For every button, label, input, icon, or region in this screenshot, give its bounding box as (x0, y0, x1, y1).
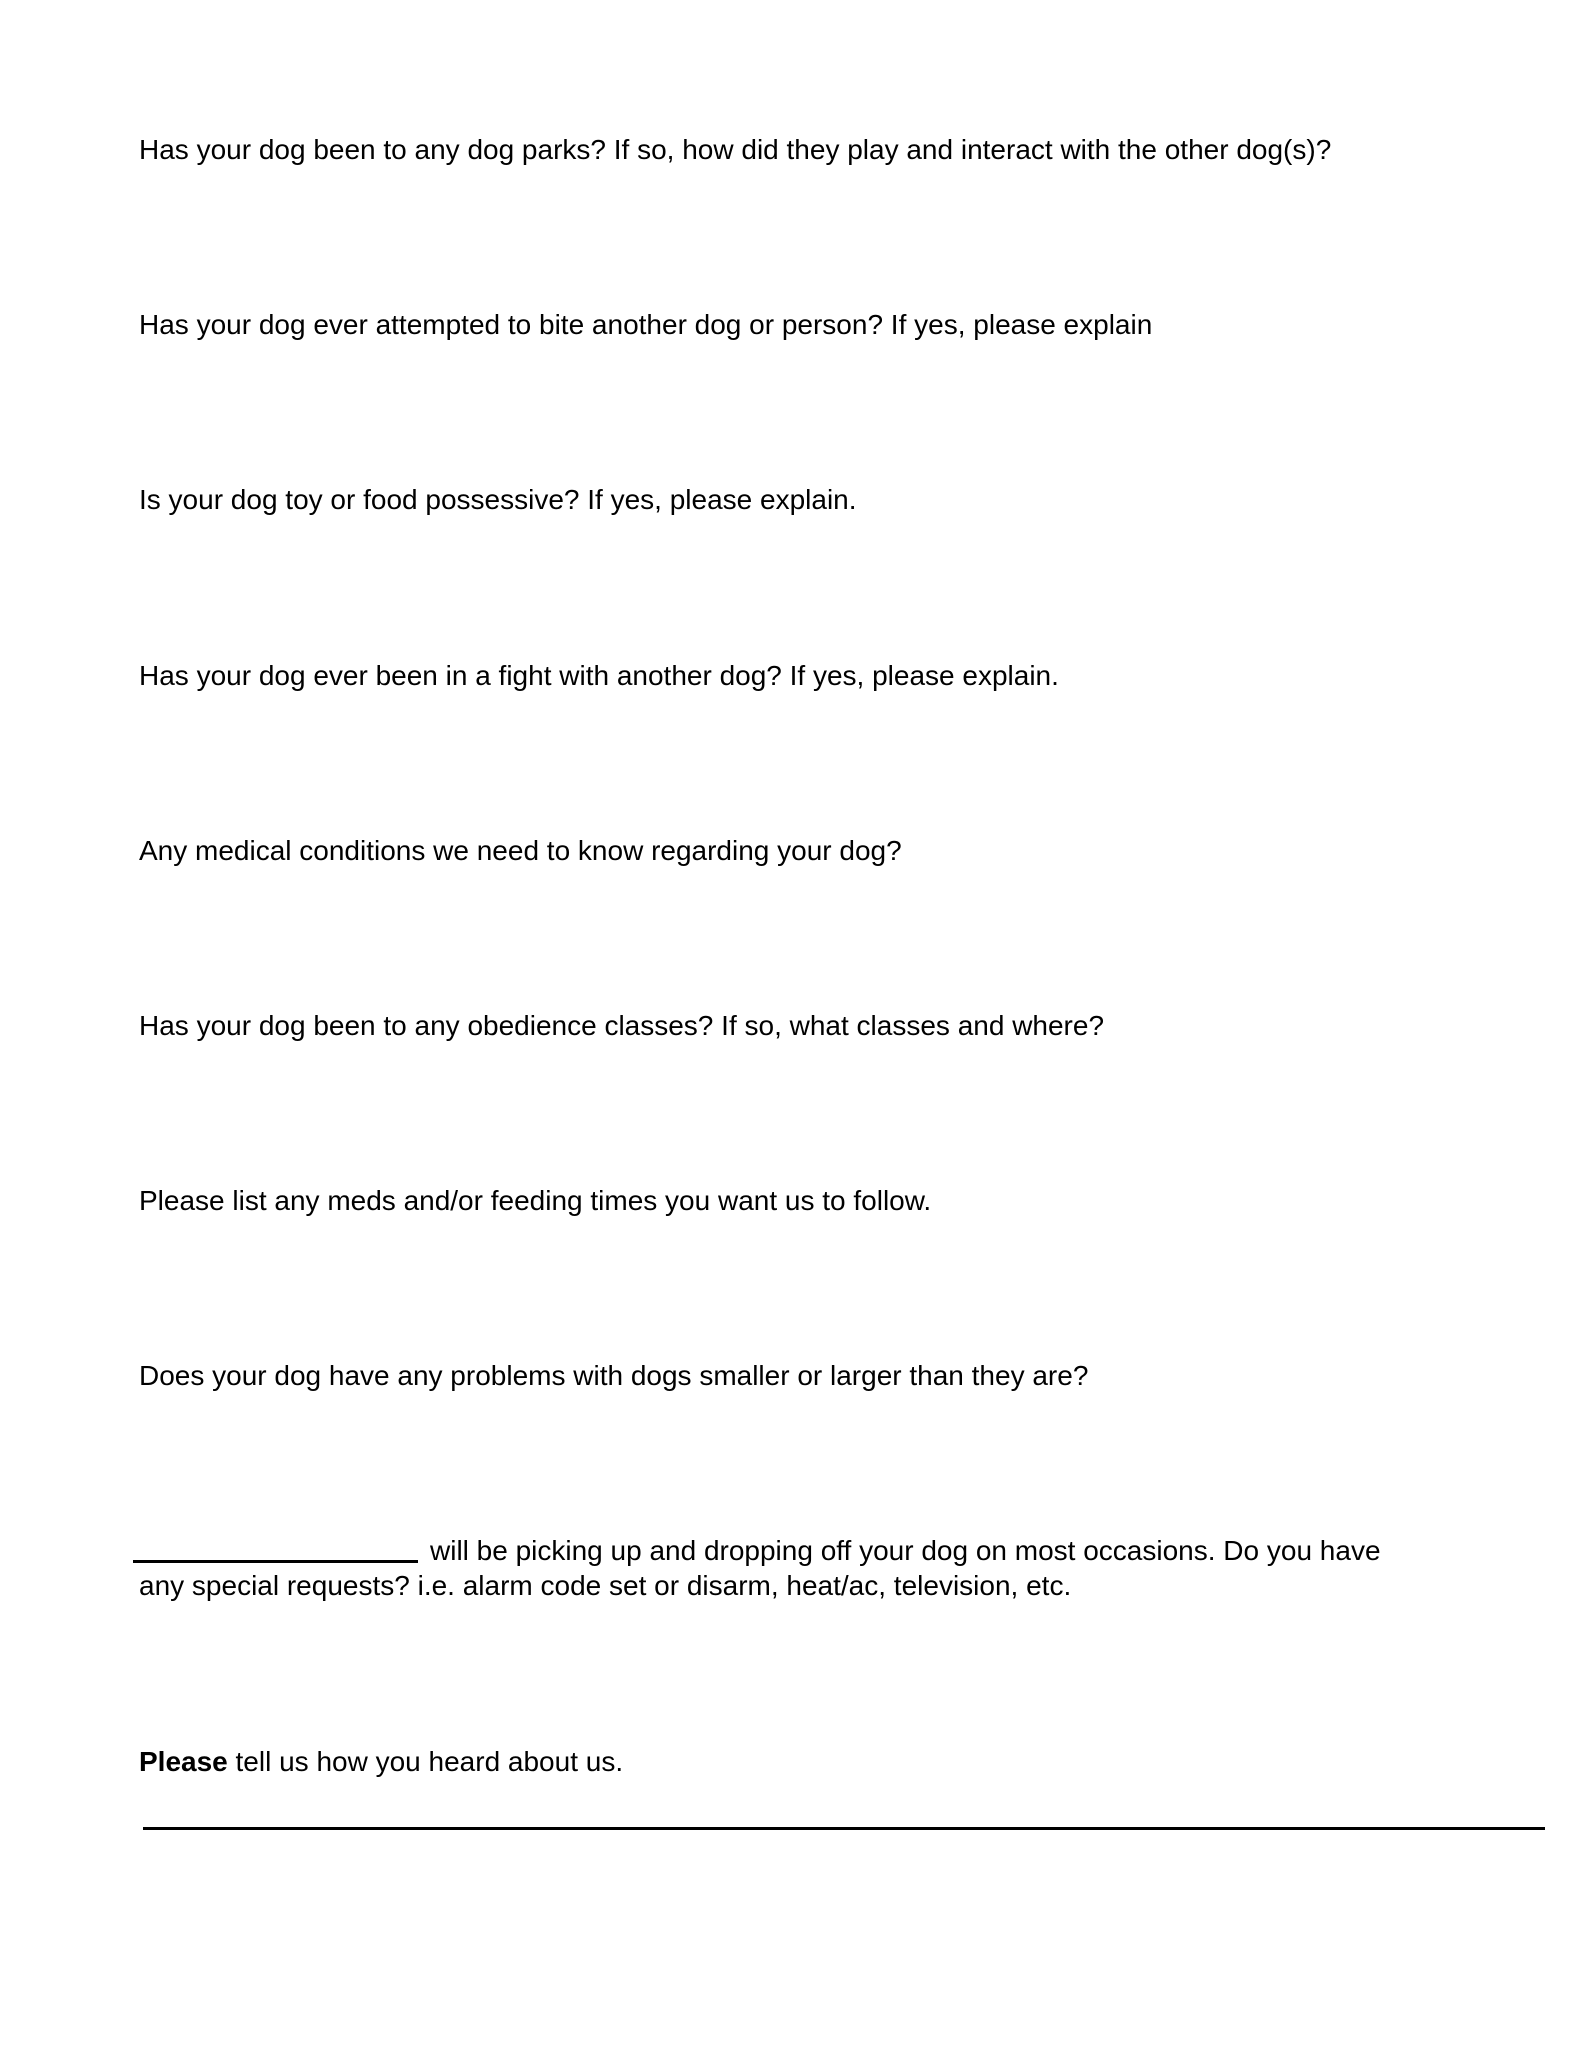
pickup-question-line2: any special requests? i.e. alarm code set or disarm, heat/ac, television, etc. (139, 1570, 1072, 1601)
question-medical-conditions: Any medical conditions we need to know regarding your dog? (139, 835, 902, 866)
question-bite-history: Has your dog ever attempted to bite another dog or person? If yes, please explain (139, 309, 1153, 340)
question-size-problems: Does your dog have any problems with dogs smaller or larger than they are? (139, 1360, 1089, 1391)
question-heard-about-us (139, 1744, 623, 1780)
pickup-question-line1: will be picking up and dropping off your dog on most occasions. Do you have (430, 1535, 1381, 1566)
question-possessive: Is your dog toy or food possessive? If yes, please explain. (139, 484, 857, 515)
heard-about-answer-line[interactable] (143, 1827, 1545, 1830)
pickup-person-blank-line[interactable] (133, 1560, 418, 1563)
question-meds-feeding: Please list any meds and/or feeding times you want us to follow. (139, 1185, 932, 1216)
question-obedience-classes: Has your dog been to any obedience classes? If so, what classes and where? (139, 1010, 1105, 1041)
heard-about-bold: Please (139, 1746, 228, 1777)
heard-about-rest: tell us how you heard about us. (227, 1746, 624, 1777)
question-fight-history: Has your dog ever been in a fight with another dog? If yes, please explain. (139, 660, 1059, 691)
question-dog-parks: Has your dog been to any dog parks? If so, how did they play and interact with the other dog(s)? (139, 134, 1332, 165)
